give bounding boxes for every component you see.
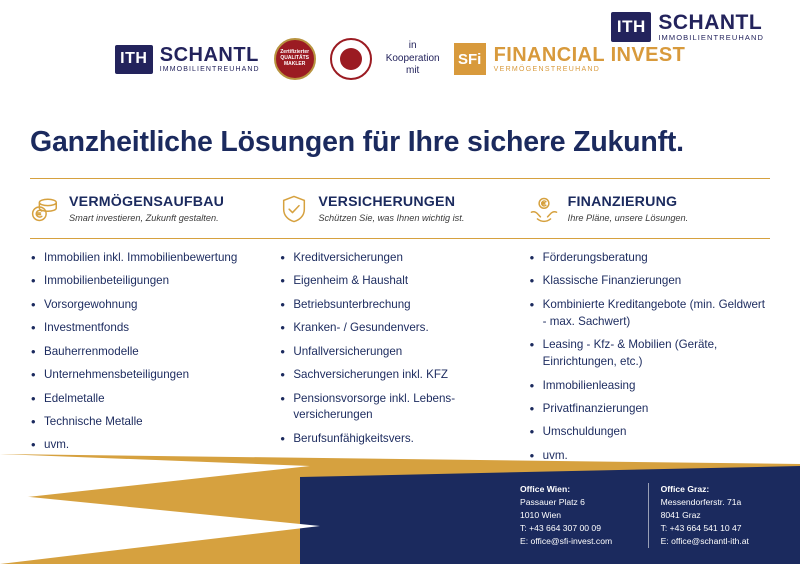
logo-ith-sub: IMMOBILIENTREUHAND xyxy=(159,65,260,73)
column-header xyxy=(529,188,772,230)
office-title: Office Wien: xyxy=(520,483,571,494)
column-title: VERSICHERUNGEN xyxy=(318,194,456,211)
list-item: • Kreditversicherungen xyxy=(279,250,522,267)
emblem-inner-shape xyxy=(340,48,362,70)
logo-ith-center xyxy=(115,45,260,74)
list-item: • Unfallversicherungen xyxy=(279,344,522,361)
list-item: • Technische Metalle xyxy=(30,414,273,431)
logo-sfi-words xyxy=(494,45,686,73)
list-item: • Investmentfonds xyxy=(30,320,273,337)
seal-line-1: Zertifizierter xyxy=(280,49,310,56)
list-item: • Pensionsvorsorge inkl. Lebens-versicherungen xyxy=(279,391,522,425)
list-item: • Immobilienleasing xyxy=(529,378,772,395)
list-item: • Klassische Finanzierungen xyxy=(529,273,772,290)
footer-offices xyxy=(520,483,790,548)
list-item: • Bauherrenmodelle xyxy=(30,344,273,361)
column-title: FINANZIERUNG xyxy=(567,194,678,211)
list-item: • Immobilienbeteiligungen xyxy=(30,273,273,290)
column-list xyxy=(30,250,273,454)
header-logos xyxy=(0,0,800,100)
list-item: • Leasing - Kfz- & Mobilien (Geräte, Einrichtungen, etc.) xyxy=(529,337,772,371)
logo-sfi-name: FINANCIAL INVEST xyxy=(493,43,686,66)
office-email[interactable]: E: office@sfi-invest.com xyxy=(520,535,613,546)
office-city: 8041 Graz xyxy=(660,509,701,520)
office-city: 1010 Wien xyxy=(520,509,562,520)
office-title: Office Graz: xyxy=(660,483,710,494)
list-item: • Umschuldungen xyxy=(529,424,772,441)
column-tagline: Smart investieren, Zukunft gestalten. xyxy=(69,212,219,223)
office-graz xyxy=(648,483,790,548)
list-item: • Eigenheim & Haushalt xyxy=(279,273,522,290)
page-title: Ganzheitliche Lösungen für Ihre sichere Zukunft. xyxy=(30,126,684,158)
column-title-block xyxy=(69,195,224,223)
money-euro-icon xyxy=(30,194,60,224)
logo-ith-sub: IMMOBILIENTREUHAND xyxy=(658,33,764,43)
logo-ith-mark: ITH xyxy=(611,12,651,42)
cooperation-row xyxy=(0,38,800,80)
column-header xyxy=(30,188,273,230)
column-list xyxy=(279,250,522,471)
list-item: • Immobilien inkl. Immobilienbewertung xyxy=(30,250,273,267)
list-item: • uvm. xyxy=(30,437,273,454)
hands-euro-icon xyxy=(529,194,559,224)
shield-check-icon xyxy=(279,194,309,224)
list-item: • Kranken- / Gesundenvers. xyxy=(279,320,522,337)
list-item: • Berufsunfähigkeitsvers. xyxy=(279,431,522,448)
column-header xyxy=(279,188,522,230)
column-title-block xyxy=(568,195,689,223)
divider-top xyxy=(30,178,770,179)
logo-ith-name: SCHANTL xyxy=(658,11,763,35)
list-item: • uvm. xyxy=(529,448,772,465)
list-item: • Unternehmensbeteiligungen xyxy=(30,367,273,384)
list-item: • Förderungsberatung xyxy=(529,250,772,267)
quality-seal-icon xyxy=(274,38,316,80)
logo-ith-words xyxy=(160,45,260,73)
office-street: Passauer Platz 6 xyxy=(520,496,585,507)
column-tagline: Schützen Sie, was Ihnen wichtig ist. xyxy=(318,212,465,223)
logo-sfi-mark: SFi xyxy=(454,43,486,75)
office-wien xyxy=(520,483,648,548)
logo-sfi-sub: VERMÖGENSTREUHAND xyxy=(493,65,601,73)
cooperation-label xyxy=(386,40,440,78)
column-tagline: Ihre Pläne, unsere Lösungen. xyxy=(567,212,689,223)
column-title-block xyxy=(318,195,464,223)
logo-ith-name: SCHANTL xyxy=(159,43,259,66)
cooperation-line-3: mit xyxy=(405,65,420,77)
office-phone[interactable]: T: +43 664 541 10 47 xyxy=(660,522,742,533)
list-item: • Kombinierte Kreditangebote (min. Geldwert - max. Sachwert) xyxy=(529,297,772,331)
cooperation-line-1: in xyxy=(408,40,417,52)
list-item: • Edelmetalle xyxy=(30,391,273,408)
office-email[interactable]: E: office@schantl-ith.at xyxy=(660,535,749,546)
column-versicherungen xyxy=(279,188,522,478)
list-item: • Sachversicherungen inkl. KFZ xyxy=(279,367,522,384)
wappen-emblem-icon xyxy=(330,38,372,80)
column-vermoegensaufbau xyxy=(30,188,273,478)
logo-sfi xyxy=(454,43,686,75)
column-finanzierung xyxy=(529,188,772,478)
column-list xyxy=(529,250,772,465)
office-phone[interactable]: T: +43 664 307 00 09 xyxy=(520,522,601,533)
seal-line-3: MAKLER xyxy=(283,60,306,67)
seal-line-2: QUALITÄTS xyxy=(280,55,309,62)
list-item: • Privatfinanzierungen xyxy=(529,401,772,418)
office-street: Messendorferstr. 71a xyxy=(660,496,742,507)
cooperation-line-2: Kooperation xyxy=(385,52,440,64)
list-item: • Betriebsunterbrechung xyxy=(279,297,522,314)
service-columns xyxy=(30,188,772,478)
list-item: • Vorsorgewohnung xyxy=(30,297,273,314)
column-title: VERMÖGENSAUFBAU xyxy=(69,194,225,211)
logo-ith-mark: ITH xyxy=(115,45,153,74)
